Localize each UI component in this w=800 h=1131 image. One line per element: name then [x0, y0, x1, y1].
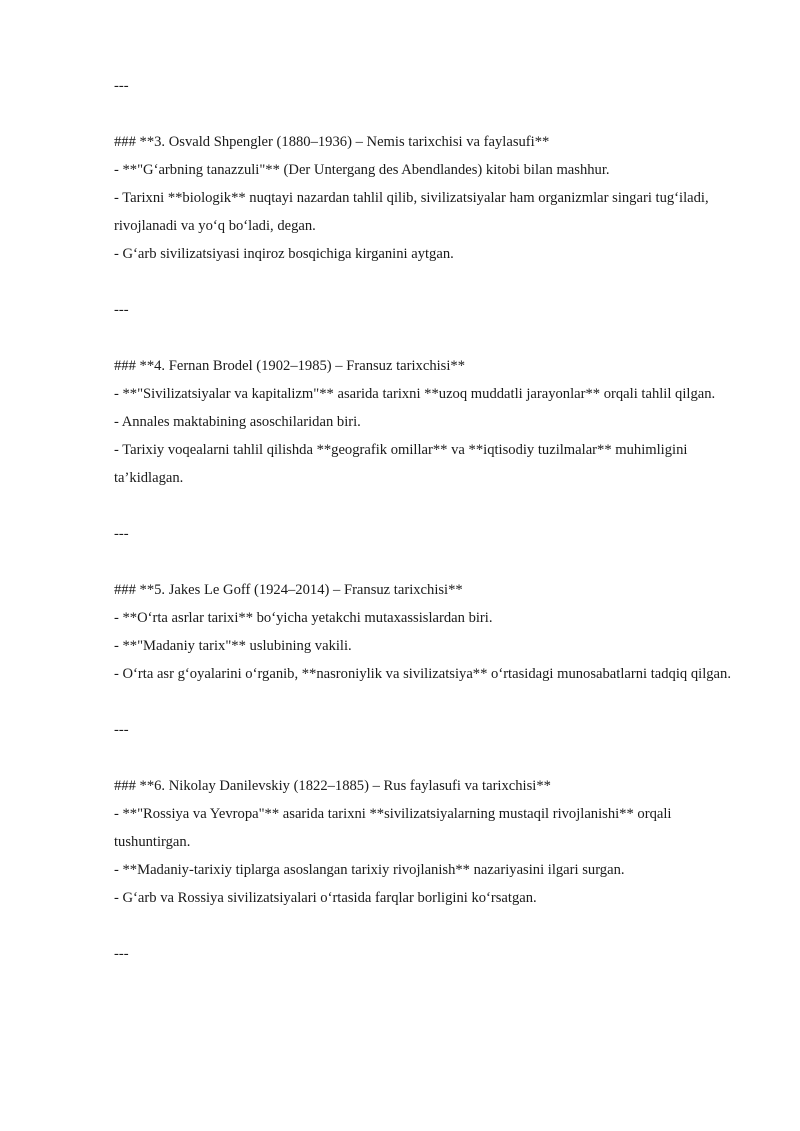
- section-heading: ### **3. Osvald Shpengler (1880–1936) – Nemis tarixchisi va faylasufi**: [114, 134, 550, 150]
- document-page: [114, 72, 742, 968]
- bullet-line: - **O‘rta asrlar tarixi** bo‘yicha yetakchi mutaxassislardan biri.: [114, 610, 493, 626]
- section-separator: ---: [114, 302, 129, 318]
- section-separator: ---: [114, 78, 129, 94]
- bullet-line: - **"G‘arbning tanazzuli"** (Der Untergang des Abendlandes) kitobi bilan mashhur.: [114, 162, 610, 178]
- bullet-line: - Tarixiy voqealarni tahlil qilishda **geografik omillar** va **iqtisodiy tuzilmalar** muhimligini ta’kidlagan.: [114, 442, 688, 486]
- bullet-line: - Annales maktabining asoschilaridan biri.: [114, 414, 361, 430]
- bullet-line: - Tarixni **biologik** nuqtayi nazardan tahlil qilib, sivilizatsiyalar ham organizmlar singari tug‘iladi, rivojlanadi va yo‘q bo‘ladi, degan.: [114, 190, 709, 234]
- blank-line: [114, 548, 742, 576]
- bullet-line: - G‘arb va Rossiya sivilizatsiyalari o‘rtasida farqlar borligini ko‘rsatgan.: [114, 890, 537, 906]
- blank-line: [114, 744, 742, 772]
- section-separator: ---: [114, 526, 129, 542]
- section-heading: ### **5. Jakes Le Goff (1924–2014) – Fransuz tarixchisi**: [114, 582, 463, 598]
- blank-line: [114, 492, 742, 520]
- bullet-line: - O‘rta asr g‘oyalarini o‘rganib, **nasroniylik va sivilizatsiya** o‘rtasidagi munosabatlarni tadqiq qilgan.: [114, 666, 731, 682]
- section-heading: ### **4. Fernan Brodel (1902–1985) – Fransuz tarixchisi**: [114, 358, 466, 374]
- section-separator: ---: [114, 722, 129, 738]
- blank-line: [114, 100, 742, 128]
- section-heading: ### **6. Nikolay Danilevskiy (1822–1885) – Rus faylasufi va tarixchisi**: [114, 778, 551, 794]
- bullet-line: - **"Rossiya va Yevropa"** asarida tarixni **sivilizatsiyalarning mustaqil rivojlanishi** orqali tushuntirgan.: [114, 806, 672, 850]
- bullet-line: - **Madaniy-tarixiy tiplarga asoslangan tarixiy rivojlanish** nazariyasini ilgari surgan.: [114, 862, 625, 878]
- section-separator: ---: [114, 946, 129, 962]
- blank-line: [114, 324, 742, 352]
- blank-line: [114, 268, 742, 296]
- bullet-line: - **"Madaniy tarix"** uslubining vakili.: [114, 638, 352, 654]
- blank-line: [114, 688, 742, 716]
- blank-line: [114, 912, 742, 940]
- bullet-line: - G‘arb sivilizatsiyasi inqiroz bosqichiga kirganini aytgan.: [114, 246, 454, 262]
- bullet-line: - **"Sivilizatsiyalar va kapitalizm"** asarida tarixni **uzoq muddatli jarayonlar** orqali tahlil qilgan.: [114, 386, 716, 402]
